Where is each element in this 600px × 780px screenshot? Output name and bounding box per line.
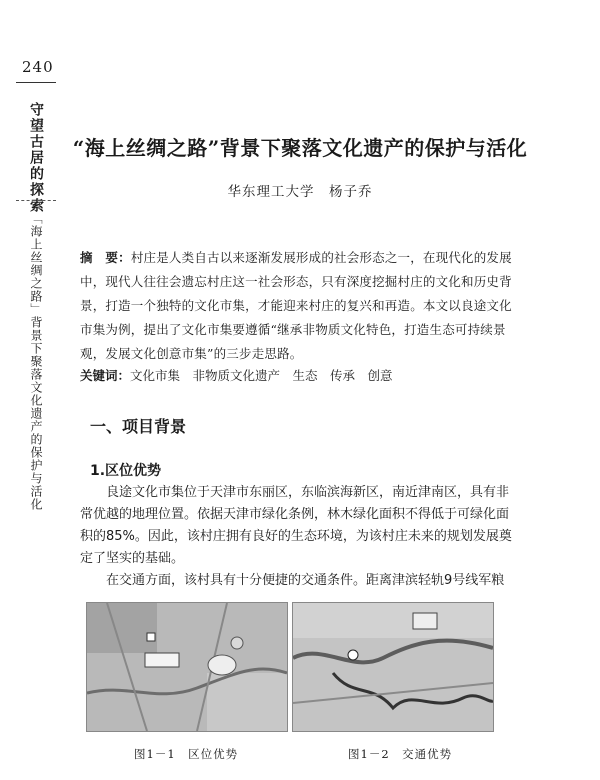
- abstract-text: 村庄是人类自古以来逐渐发展形成的社会形态之一，在现代化的发展中，现代人往往会遗忘村庄这一社会形态，只有深度挖掘村庄的文化和历史背景，打造一个独特的文化市集，才能迎来村庄的复兴和再造。本文以良途文化市集为例，提出了文化市集要遵循“继承非物质文化特色，打造生态可持续景观，发展文化创意市集”的三步走思路。: [80, 250, 512, 361]
- side-series-title: 守望古居的探索: [28, 102, 44, 214]
- paragraph-location: 良途文化市集位于天津市东丽区，东临滨海新区，南近津南区，具有非常优越的地理位置。依据天津市绿化条例，林木绿化面积不得低于可绿化面积的85%。因此，该村庄拥有良好的生态环境，为该村庄未来的规划发展奠定了坚实的基础。: [80, 485, 512, 566]
- subsection-heading: 1.区位优势: [90, 463, 162, 479]
- transport-map-image: [293, 603, 493, 731]
- keywords-text: 文化市集 非物质文化遗产 生态 传承 创意: [130, 368, 393, 383]
- page-number: 240: [22, 58, 54, 76]
- abstract-label: 摘 要：: [80, 250, 131, 265]
- figure-location-map: [86, 602, 288, 732]
- location-map-image: [87, 603, 287, 731]
- paper-title: “海上丝绸之路”背景下聚落文化遗产的保护与活化: [72, 136, 528, 160]
- figure-caption: 图1－1 区位优势: [134, 747, 239, 761]
- side-running-title: 「海上丝绸之路」背景下聚落文化遗产的保护与活化: [29, 212, 43, 511]
- abstract: [80, 246, 518, 366]
- section-heading: 一、项目背景: [90, 417, 187, 436]
- keywords-label: 关键词：: [80, 368, 131, 383]
- side-divider: [16, 82, 56, 83]
- side-divider-2: [16, 200, 56, 201]
- author-line: 华东理工大学 杨子乔: [227, 184, 373, 200]
- figure-caption: 图1－2 交通优势: [348, 747, 453, 761]
- keywords: [80, 366, 520, 386]
- figure-transport-map: [292, 602, 494, 732]
- paragraph-transport: 在交通方面，该村具有十分便捷的交通条件。距离津滨轻轨9号线军粮: [106, 573, 505, 588]
